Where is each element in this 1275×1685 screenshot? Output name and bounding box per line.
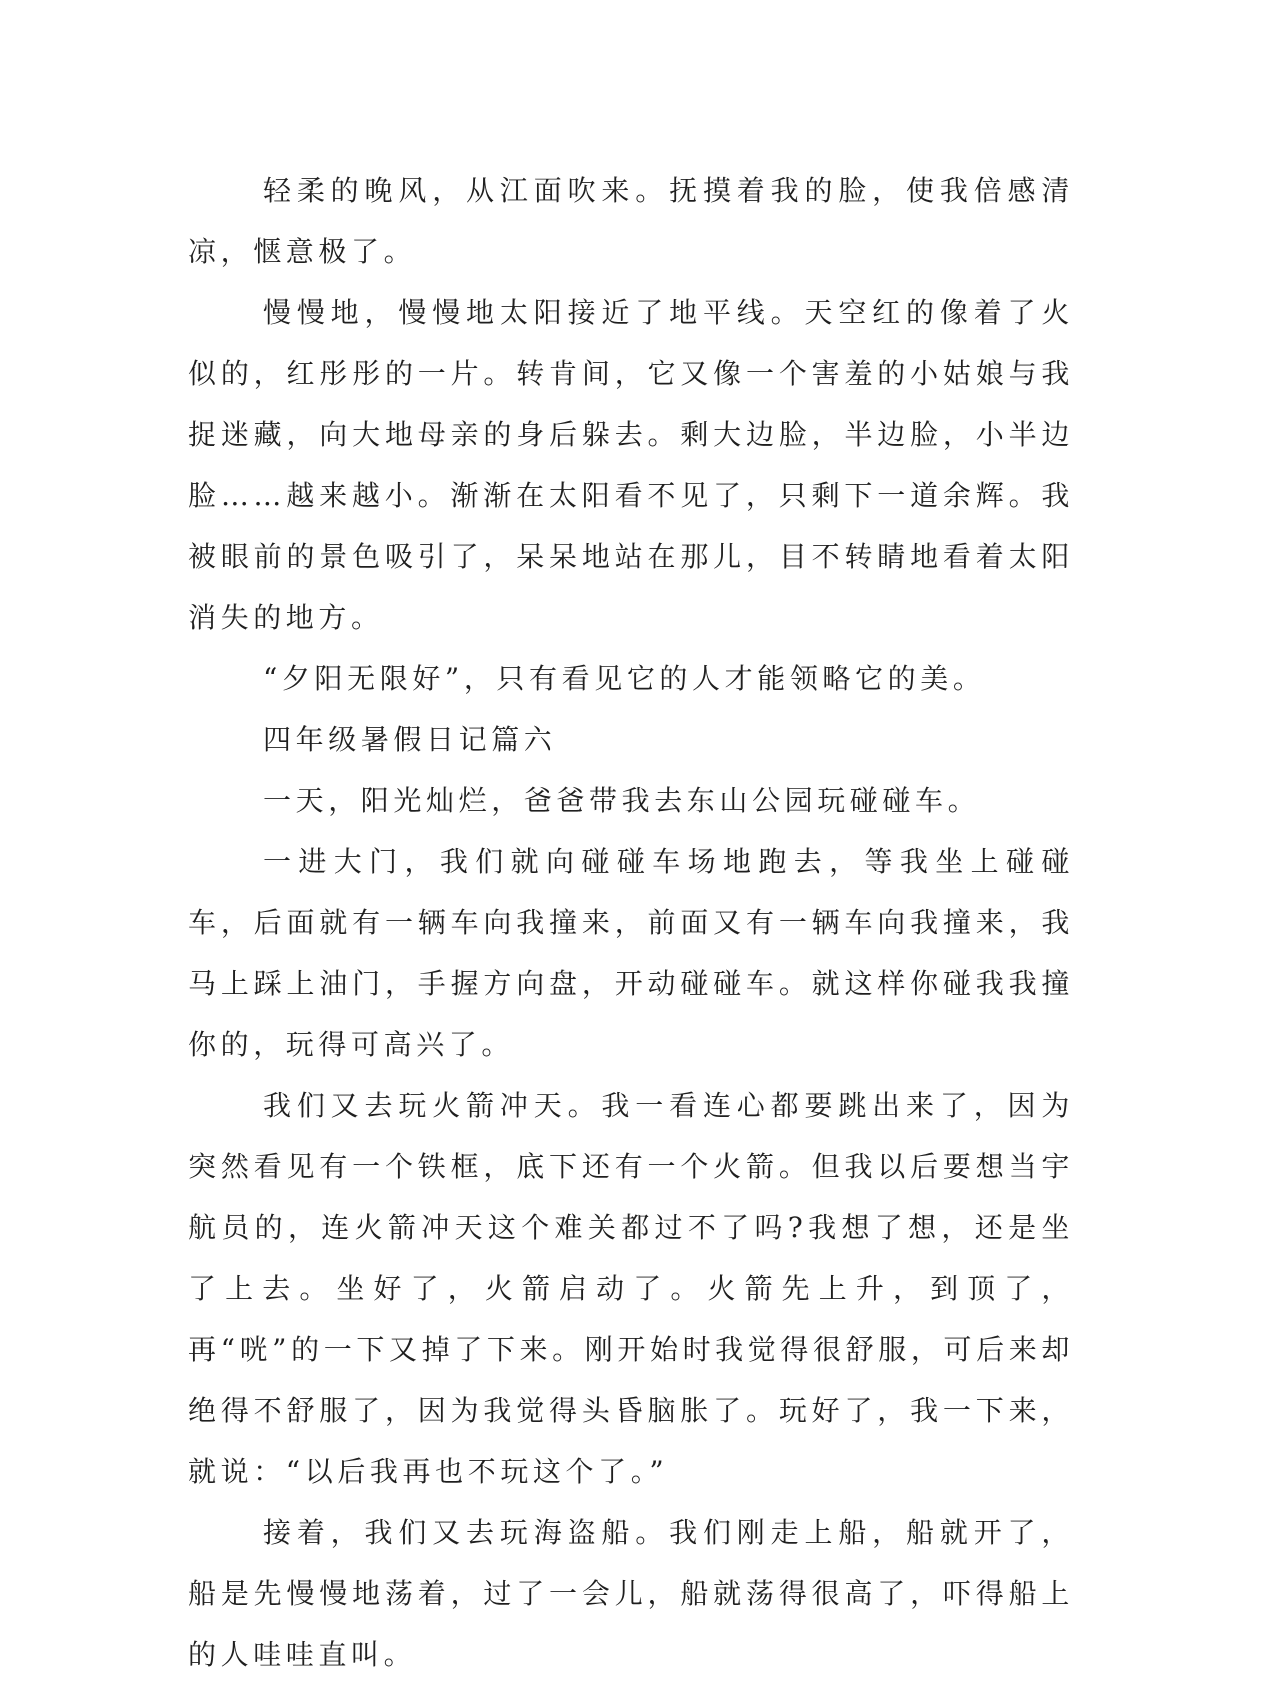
paragraph-bumper-cars: 一进大门，我们就向碰碰车场地跑去，等我坐上碰碰车，后面就有一辆车向我撞来，前面又有一辆车向我撞来，我马上踩上油门，手握方向盘，开动碰碰车。就这样你碰我我撞你的，玩得可高兴了。 <box>188 845 1074 1061</box>
paragraph-rocket-ride: 我们又去玩火箭冲天。我一看连心都要跳出来了，因为突然看见有一个铁框，底下还有一个火箭。但我以后要想当宇航员的，连火箭冲天这个难关都过不了吗?我想了想，还是坐了上去。坐好了，火箭启动了。火箭先上升，到顶了，再“咣”的一下又掉了下来。刚开始时我觉得很舒服，可后来却绝得不舒服了，因为我觉得头昏脑胀了。玩好了，我一下来，就说：“以后我再也不玩这个了。” <box>188 1089 1074 1488</box>
paragraph-evening-breeze: 轻柔的晚风，从江面吹来。抚摸着我的脸，使我倍感清凉，惬意极了。 <box>188 174 1074 268</box>
paragraph-pirate-ship: 接着，我们又去玩海盗船。我们刚走上船，船就开了，船是先慢慢地荡着，过了一会儿，船就荡得很高了，吓得船上的人哇哇直叫。 <box>188 1516 1074 1671</box>
paragraph-sunny-day: 一天，阳光灿烂，爸爸带我去东山公园玩碰碰车。 <box>263 784 981 817</box>
paragraph-sunset: 慢慢地，慢慢地太阳接近了地平线。天空红的像着了火似的，红彤彤的一片。转肯间，它又像一个害羞的小姑娘与我捉迷藏，向大地母亲的身后躲去。剩大边脸，半边脸，小半边脸……越来越小。渐渐在太阳看不见了，只剩下一道余辉。我被眼前的景色吸引了，呆呆地站在那儿，目不转睛地看着太阳消失的地方。 <box>188 296 1074 634</box>
document-body <box>188 160 1074 1685</box>
paragraph-sunset-quote: “夕阳无限好”，只有看见它的人才能领略它的美。 <box>263 662 986 695</box>
section-heading: 四年级暑假日记篇六 <box>263 723 557 756</box>
